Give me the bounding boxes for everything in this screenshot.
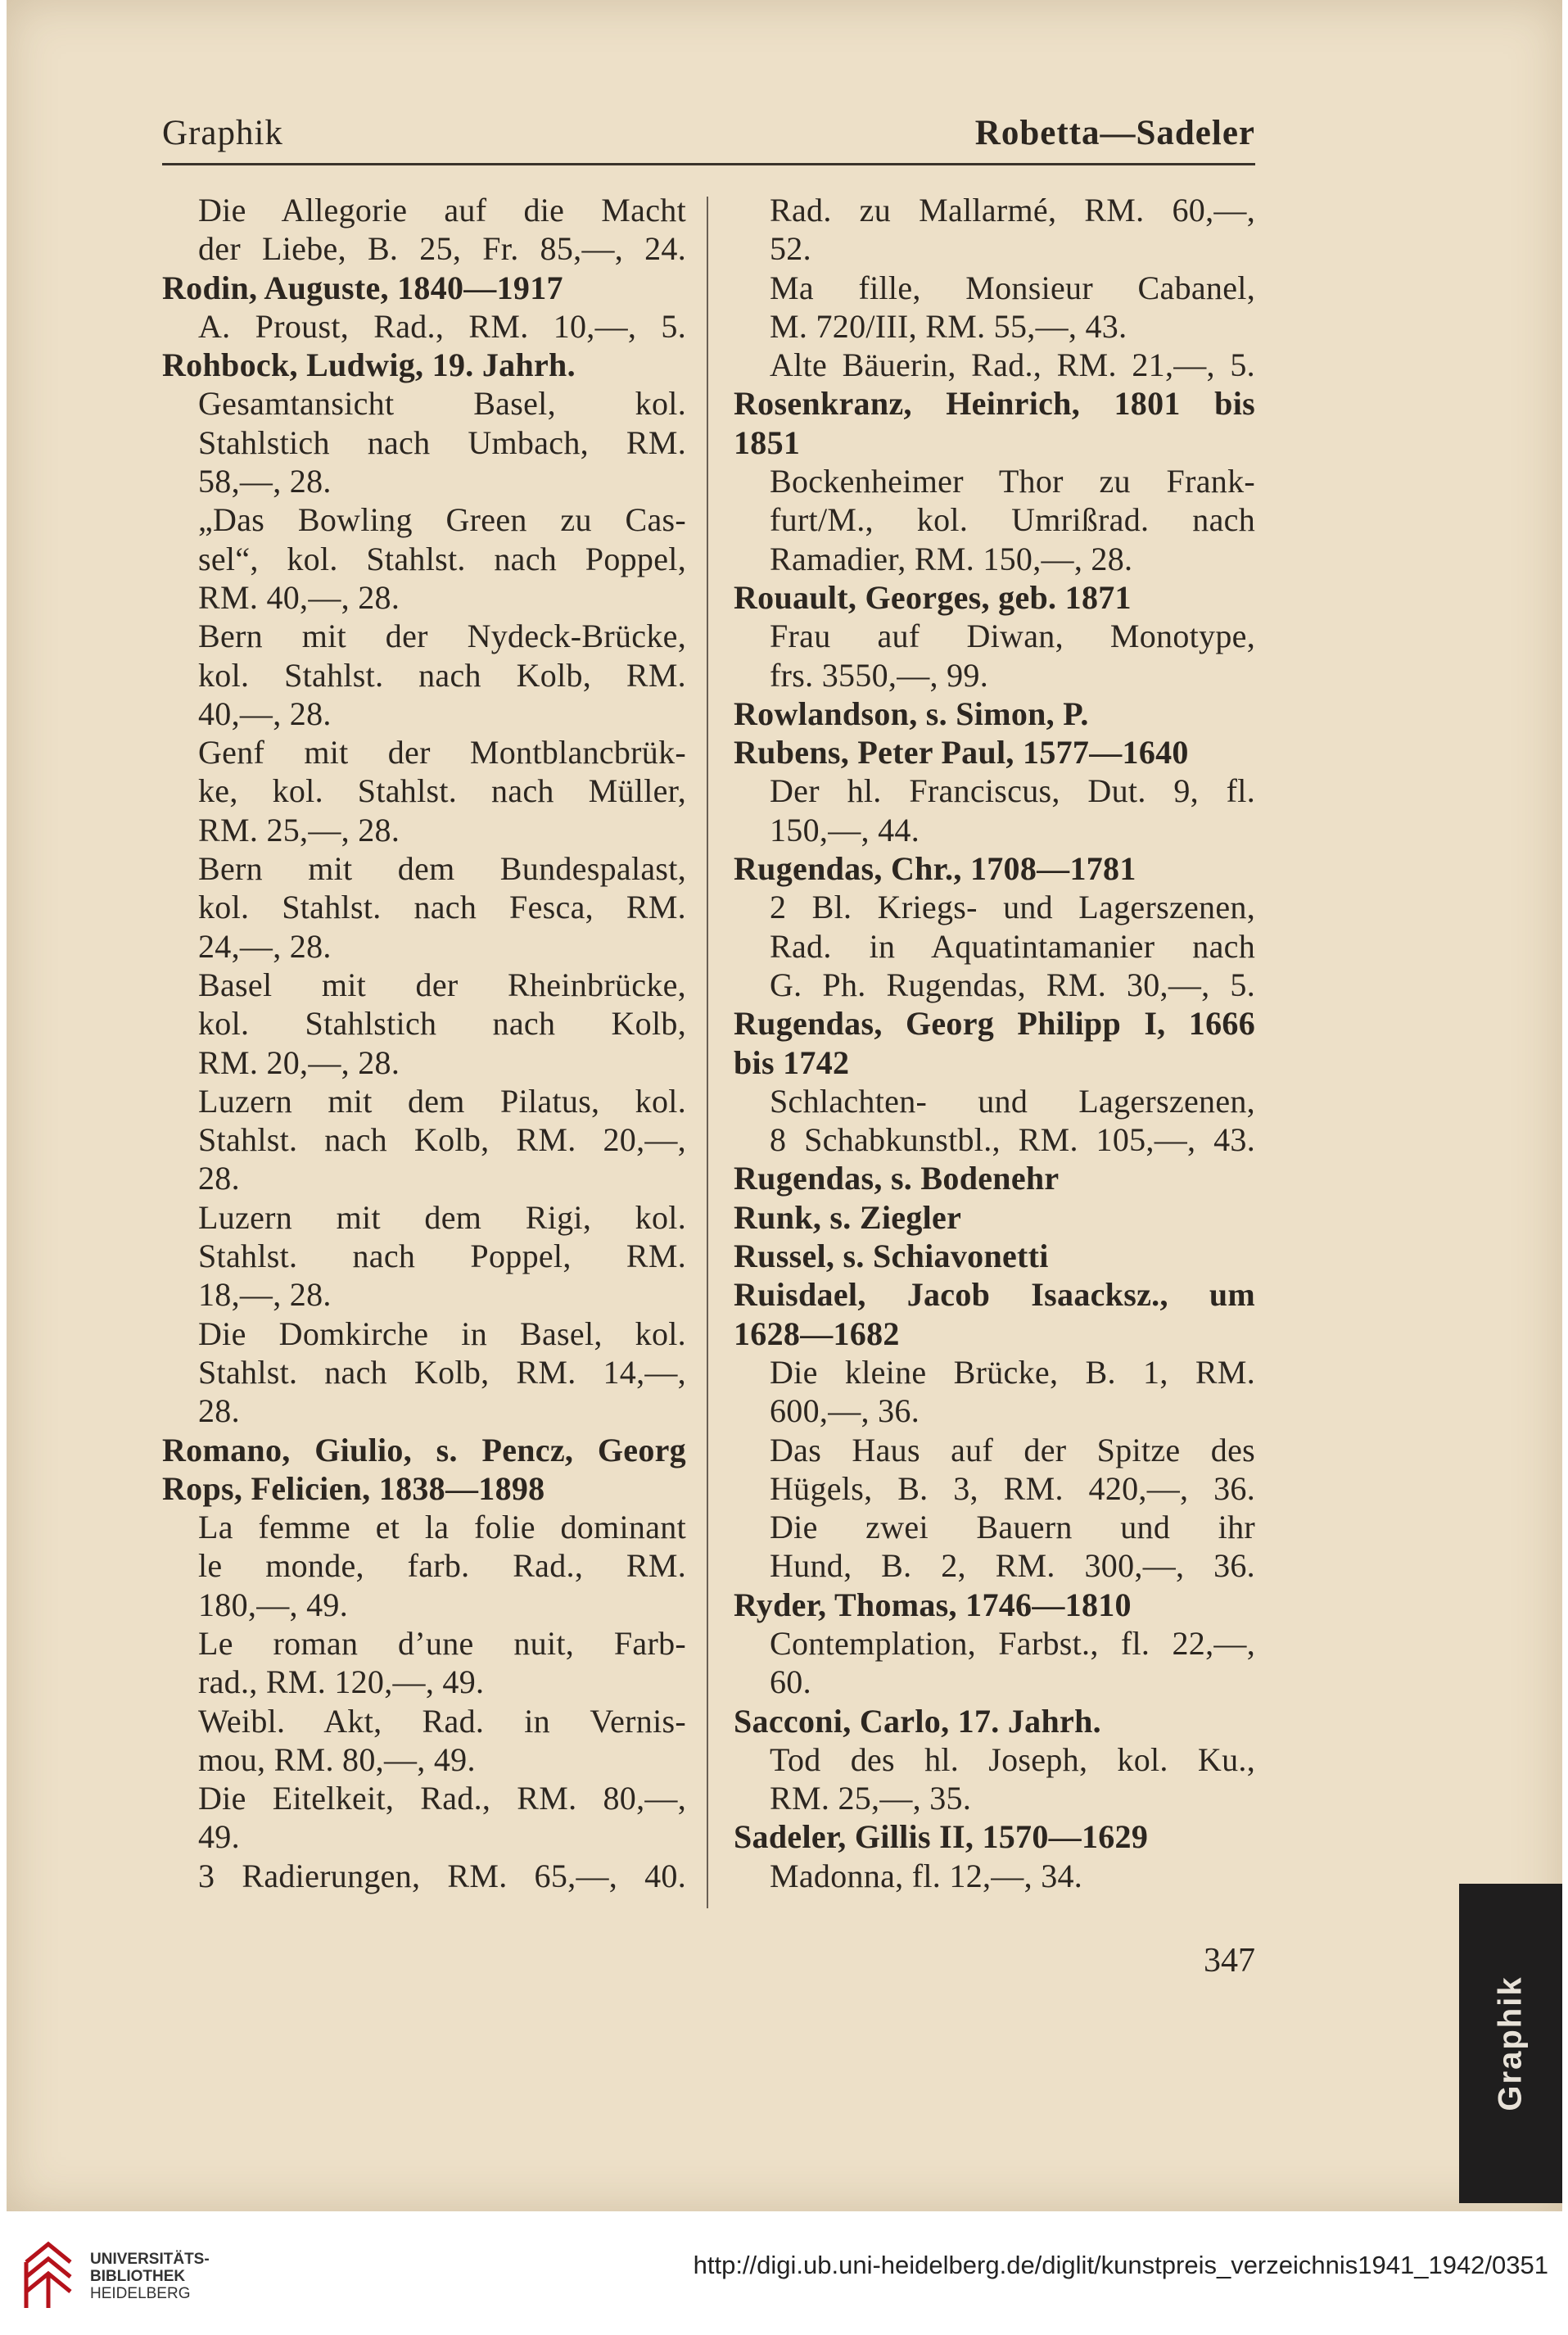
entry-heading-line: Rodin, Auguste, 1840—1917 [162,269,563,306]
entry-text-line: Madonna, fl. 12,—, 34. [770,1857,1083,1894]
entry-heading-line: Ruisdael, Jacob Isaacksz., um [734,1276,1255,1314]
entry-text-line: 180,—, 49. [198,1586,348,1623]
entry-text-line: M. 720/III, RM. 55,—, 43. [770,307,1127,345]
entry-heading-line: bis 1742 [734,1043,850,1081]
entry-text-line: Das Haus auf der Spitze des [770,1431,1255,1468]
entry-heading-line: Rugendas, Chr., 1708—1781 [734,850,1136,888]
library-logo-icon [20,2238,77,2311]
entry-text-line: Contemplation, Farbst., fl. 22,—, [770,1624,1255,1662]
entry-text-line: le monde, farb. Rad., RM. [198,1547,686,1585]
entry-heading-line: Russel, s. Schiavonetti [734,1238,1049,1275]
entry-text-line: Frau auf Diwan, Monotype, [770,618,1255,655]
entry-heading-line: Rowlandson, s. Simon, P. [734,695,1089,732]
entry-text-line: G. Ph. Rugendas, RM. 30,—, 5. [770,966,1255,1003]
entry-text-line: 24,—, 28. [198,927,332,965]
entry-text-line: Der hl. Franciscus, Dut. 9, fl. [770,772,1255,810]
entry-text-line: Stahlstich nach Umbach, RM. [198,423,686,461]
entry-text-line: RM. 25,—, 35. [770,1780,972,1817]
entry-text-line: 2 Bl. Kriegs- und Lagerszenen, [770,889,1255,926]
entry-heading-line: Rouault, Georges, geb. 1871 [734,578,1132,616]
entry-text-line: Hund, B. 2, RM. 300,—, 36. [770,1547,1255,1585]
entry-text-line: Bern mit dem Bundespalast, [198,850,686,888]
column-divider [707,197,708,1908]
entry-text-line: 28. [198,1160,240,1197]
entry-text-line: der Liebe, B. 25, Fr. 85,—, 24. [198,230,686,268]
left-column [162,191,686,1895]
entry-text-line: RM. 40,—, 28. [198,578,400,616]
right-column [734,191,1255,1895]
entry-heading-line: 1851 [734,423,801,461]
running-header-left: Graphik [162,114,283,152]
entry-text-line: mou, RM. 80,—, 49. [198,1740,476,1778]
entry-text-line: frs. 3550,—, 99. [770,656,989,694]
viewer-footer [0,2221,1568,2335]
entry-text-line: Hügels, B. 3, RM. 420,—, 36. [770,1469,1255,1507]
entry-text-line: Schlachten- und Lagerszenen, [770,1082,1255,1120]
entry-text-line: 60. [770,1663,811,1701]
entry-heading-line: 1628—1682 [734,1315,900,1352]
entry-heading-line: Ryder, Thomas, 1746—1810 [734,1586,1132,1623]
entry-text-line: rad., RM. 120,—, 49. [198,1663,485,1701]
entry-heading-line: Sadeler, Gillis II, 1570—1629 [734,1818,1149,1856]
entry-text-line: 3 Radierungen, RM. 65,—, 40. [198,1857,686,1894]
entry-text-line: sel“, kol. Stahlst. nach Poppel, [198,540,686,577]
entry-text-line: RM. 20,—, 28. [198,1043,400,1081]
entry-text-line: Rad. in Aquatintamanier nach [770,927,1255,965]
entry-text-line: Die Eitelkeit, Rad., RM. 80,—, [198,1780,686,1817]
entry-text-line: Die Allegorie auf die Macht [198,192,686,229]
entry-text-line: Genf mit der Montblancbrük- [198,734,686,772]
entry-text-line: 600,—, 36. [770,1392,920,1430]
entry-text-line: kol. Stahlst. nach Kolb, RM. [198,656,686,694]
entry-text-line: Die kleine Brücke, B. 1, RM. [770,1353,1255,1391]
entry-text-line: Die zwei Bauern und ihr [770,1509,1255,1546]
entry-heading-line: Rohbock, Ludwig, 19. Jahrh. [162,346,576,384]
page-number: 347 [1204,1942,1255,1980]
entry-heading-line: Rugendas, s. Bodenehr [734,1160,1060,1197]
entry-text-line: Ramadier, RM. 150,—, 28. [770,540,1133,577]
entry-text-line: Luzern mit dem Rigi, kol. [198,1198,686,1236]
entry-text-line: Stahlst. nach Poppel, RM. [198,1238,686,1275]
entry-text-line: 58,—, 28. [198,463,332,500]
entry-text-line: Le roman d’une nuit, Farb- [198,1624,686,1662]
entry-text-line: La femme et la folie dominant [198,1509,686,1546]
entry-text-line: 49. [198,1818,240,1856]
library-name [90,2251,210,2302]
entry-heading-line: Rops, Felicien, 1838—1898 [162,1469,545,1507]
library-name-line2: BIBLIOTHEK [90,2268,186,2285]
entry-text-line: 18,—, 28. [198,1276,332,1314]
entry-text-line: Rad. zu Mallarmé, RM. 60,—, [770,192,1255,229]
scanned-page [7,0,1562,2211]
entry-text-line: RM. 25,—, 28. [198,811,400,848]
entry-text-line: kol. Stahlstich nach Kolb, [198,1005,686,1043]
entry-text-line: Bern mit der Nydeck-Brücke, [198,618,686,655]
library-name-line1: UNIVERSITÄTS- [90,2251,210,2268]
header-rule [162,163,1255,165]
entry-text-line: Weibl. Akt, Rad. in Vernis- [198,1702,686,1740]
entry-text-line: Stahlst. nach Kolb, RM. 14,—, [198,1353,686,1391]
entry-text-line: Die Domkirche in Basel, kol. [198,1315,686,1352]
entry-text-line: furt/M., kol. Umrißrad. nach [770,501,1255,539]
entry-heading-line: Rugendas, Georg Philipp I, 1666 [734,1005,1255,1043]
entry-text-line: ke, kol. Stahlst. nach Müller, [198,772,686,810]
entry-text-line: Luzern mit dem Pilatus, kol. [198,1082,686,1120]
entry-text-line: Stahlst. nach Kolb, RM. 20,—, [198,1121,686,1159]
section-thumb-tab [1459,1884,1562,2203]
running-header-right: Robetta—Sadeler [974,114,1255,152]
entry-text-line: „Das Bowling Green zu Cas- [198,501,686,539]
entry-text-line: Ma fille, Monsieur Cabanel, [770,269,1255,306]
entry-text-line: 52. [770,230,811,268]
entry-text-line: kol. Stahlst. nach Fesca, RM. [198,889,686,926]
entry-heading-line: Rosenkranz, Heinrich, 1801 bis [734,385,1255,423]
entry-text-line: 28. [198,1392,240,1430]
entry-heading-line: Sacconi, Carlo, 17. Jahrh. [734,1702,1101,1740]
entry-text-line: Alte Bäuerin, Rad., RM. 21,—, 5. [770,346,1255,384]
library-name-line3: HEIDELBERG [90,2285,191,2302]
section-thumb-tab-label: Graphik [1492,1975,1529,2111]
entry-text-line: 40,—, 28. [198,695,332,732]
entry-text-line: 150,—, 44. [770,811,920,848]
entry-heading-line: Romano, Giulio, s. Pencz, Georg [162,1431,686,1468]
entry-heading-line: Rubens, Peter Paul, 1577—1640 [734,734,1189,772]
entry-text-line: Basel mit der Rheinbrücke, [198,966,686,1003]
entry-text-line: Bockenheimer Thor zu Frank- [770,463,1255,500]
source-url-link[interactable]: http://digi.ub.uni-heidelberg.de/diglit/kunstpreis_verzeichnis1941_1942/0351 [693,2251,1548,2279]
entry-text-line: Tod des hl. Joseph, kol. Ku., [770,1740,1255,1778]
entry-heading-line: Runk, s. Ziegler [734,1198,962,1236]
entry-text-line: 8 Schabkunstbl., RM. 105,—, 43. [770,1121,1255,1159]
entry-text-line: Gesamtansicht Basel, kol. [198,385,686,423]
entry-text-line: A. Proust, Rad., RM. 10,—, 5. [198,307,686,345]
